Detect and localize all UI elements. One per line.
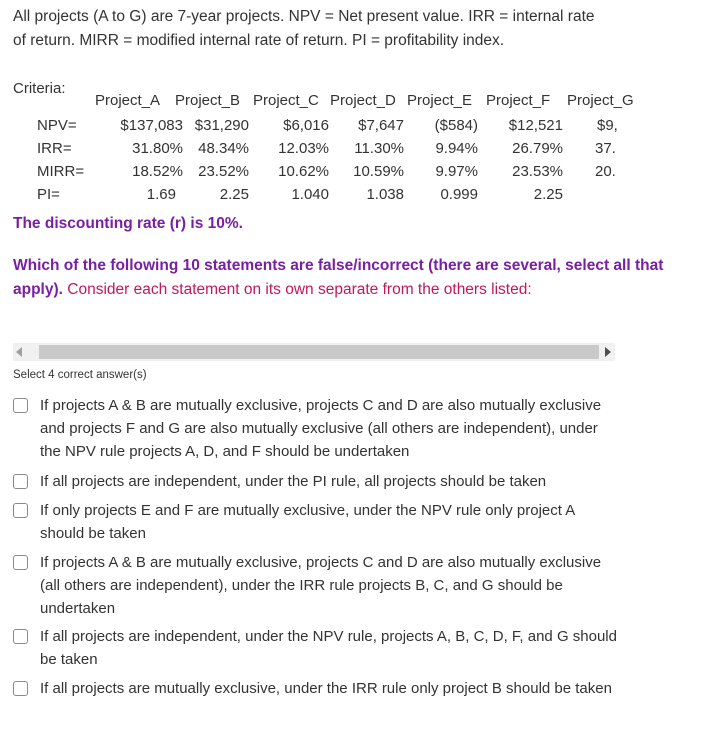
option-text: If all projects are mutually exclusive, under the IRR rule only project B should be taken (40, 680, 612, 697)
option-text: If all projects are independent, under the PI rule, all projects should be taken (40, 473, 547, 490)
pi-project-c: 1.040 (291, 186, 329, 203)
irr-project-b: 48.34% (198, 140, 249, 157)
row-label-pi: PI= (37, 186, 60, 203)
mirr-project-d: 10.59% (353, 163, 404, 180)
pi-project-b: 2.25 (219, 186, 249, 203)
option-text: If projects A & B are mutually exclusive, projects C and D are also mutually exclusive (all others are independent), under the IRR rule projects B, C, and G should be undertaken (40, 554, 602, 617)
npv-project-e: ($584) (434, 117, 478, 134)
npv-project-g: $9, (597, 117, 618, 134)
header-project-g: Project_G (567, 92, 634, 109)
option-text: If projects A & B are mutually exclusive, projects C and D are also mutually exclusive and projects F and G are also mutually exclusive (all others are independent), under the NPV rule projects A, D, and F should be undertaken (40, 397, 602, 460)
mirr-project-f: 23.53% (512, 163, 563, 180)
option-checkbox[interactable] (13, 474, 28, 489)
irr-project-g: 37. (595, 140, 616, 157)
scroll-right-icon[interactable] (605, 347, 611, 357)
question-bold: Which of the following 10 statements are false/incorrect (there are several, select all that apply). (13, 257, 664, 298)
header-project-e: Project_E (407, 92, 473, 109)
irr-project-c: 12.03% (278, 140, 329, 157)
header-project-a: Project_A (95, 92, 161, 109)
mirr-project-a: 18.52% (132, 163, 183, 180)
mirr-project-b: 23.52% (198, 163, 249, 180)
intro-line-2: of return. MIRR = modified internal rate of return. PI = profitability index. (13, 32, 505, 49)
irr-project-e: 9.94% (435, 140, 478, 157)
npv-project-a: $137,083 (120, 117, 183, 134)
irr-project-d: 11.30% (354, 140, 404, 157)
horizontal-scrollbar[interactable] (13, 343, 615, 361)
pi-project-d: 1.038 (366, 186, 404, 203)
pi-project-e: 0.999 (440, 186, 478, 203)
irr-project-f: 26.79% (512, 140, 563, 157)
option-checkbox[interactable] (13, 681, 28, 696)
option-checkbox[interactable] (13, 555, 28, 570)
header-project-d: Project_D (330, 92, 396, 109)
option-checkbox[interactable] (13, 503, 28, 518)
npv-project-f: $12,521 (508, 117, 563, 134)
npv-project-b: $31,290 (194, 117, 249, 134)
intro-line-1: All projects (A to G) are 7-year projects. NPV = Net present value. IRR = internal rate (13, 8, 595, 25)
row-label-mirr: MIRR= (37, 163, 85, 180)
criteria-label: Criteria: (13, 80, 66, 97)
option-checkbox[interactable] (13, 629, 28, 644)
mirr-project-e: 9.97% (435, 163, 478, 180)
select-hint: Select 4 correct answer(s) (13, 369, 147, 381)
row-label-npv: NPV= (37, 117, 77, 134)
criteria-table (0, 92, 721, 207)
mirr-project-g: 20. (595, 163, 616, 180)
pi-project-a: 1.69 (146, 186, 176, 203)
mirr-project-c: 10.62% (278, 163, 329, 180)
header-project-b: Project_B (175, 92, 241, 109)
pi-project-f: 2.25 (533, 186, 563, 203)
header-project-f: Project_F (486, 92, 551, 109)
row-label-irr: IRR= (37, 140, 72, 157)
header-project-c: Project_C (253, 92, 319, 109)
question-text (13, 254, 713, 302)
discount-rate-text: The discounting rate (r) is 10%. (13, 215, 243, 232)
npv-project-c: $6,016 (283, 117, 329, 134)
option-text: If all projects are independent, under the NPV rule, projects A, B, C, D, F, and G should be taken (40, 628, 617, 668)
intro-text (13, 5, 713, 53)
scrollbar-thumb[interactable] (39, 345, 599, 359)
irr-project-a: 31.80% (132, 140, 183, 157)
scroll-left-icon[interactable] (16, 347, 22, 357)
npv-project-d: $7,647 (358, 117, 404, 134)
option-text: If only projects E and F are mutually exclusive, under the NPV rule only project A should be taken (40, 502, 575, 542)
option-checkbox[interactable] (13, 398, 28, 413)
question-note: Consider each statement on its own separate from the others listed: (62, 281, 532, 298)
